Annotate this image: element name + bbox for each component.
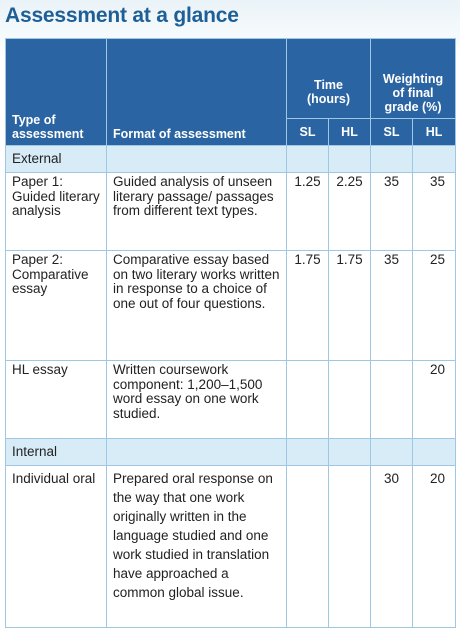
section-row-internal — [6, 439, 456, 466]
cell-weight-sl: 35 — [371, 173, 413, 251]
assessment-table — [5, 38, 456, 628]
header-type: Type of assessment — [6, 39, 107, 146]
cell-type: HL essay — [6, 361, 107, 439]
cell-format: Comparative essay based on two literary works written in response to a choice of one out of four questions. — [107, 251, 287, 361]
table-row-paper2 — [6, 251, 456, 361]
cell-time-hl — [329, 466, 371, 628]
cell-time-sl: 1.25 — [287, 173, 329, 251]
header-time: Time (hours) — [287, 39, 371, 119]
page-title: Assessment at a glance — [5, 4, 239, 27]
header-weight-hl: HL — [413, 119, 456, 146]
section-row-external — [6, 146, 456, 173]
header-weight-sl: SL — [371, 119, 413, 146]
cell-weight-sl: 30 — [371, 466, 413, 628]
cell-format: Written coursework component: 1,200–1,500 word essay on one work studied. — [107, 361, 287, 439]
section-label-external: External — [6, 146, 107, 173]
header-row — [6, 39, 456, 119]
cell-time-hl — [329, 361, 371, 439]
cell-time-hl: 2.25 — [329, 173, 371, 251]
cell-weight-sl: 35 — [371, 251, 413, 361]
cell-type: Individual oral — [6, 466, 107, 628]
section-label-internal: Internal — [6, 439, 107, 466]
cell-type: Paper 1: Guided literary analysis — [6, 173, 107, 251]
cell-time-sl: 1.75 — [287, 251, 329, 361]
cell-weight-sl — [371, 361, 413, 439]
table-row-individual-oral — [6, 466, 456, 628]
cell-format: Prepared oral response on the way that one work originally written in the language studied and one work studied in translation have approached a common global issue. — [107, 466, 287, 628]
header-time-hl: HL — [329, 119, 371, 146]
cell-weight-hl: 35 — [413, 173, 456, 251]
table-row-hl-essay — [6, 361, 456, 439]
cell-type: Paper 2: Comparative essay — [6, 251, 107, 361]
header-time-sl: SL — [287, 119, 329, 146]
header-format: Format of assessment — [107, 39, 287, 146]
header-weighting: Weighting of final grade (%) — [371, 39, 456, 119]
cell-time-sl — [287, 466, 329, 628]
cell-time-sl — [287, 361, 329, 439]
cell-time-hl: 1.75 — [329, 251, 371, 361]
cell-format: Guided analysis of unseen literary passage/ passages from different text types. — [107, 173, 287, 251]
cell-weight-hl: 20 — [413, 361, 456, 439]
cell-weight-hl: 20 — [413, 466, 456, 628]
cell-weight-hl: 25 — [413, 251, 456, 361]
table-row-paper1 — [6, 173, 456, 251]
